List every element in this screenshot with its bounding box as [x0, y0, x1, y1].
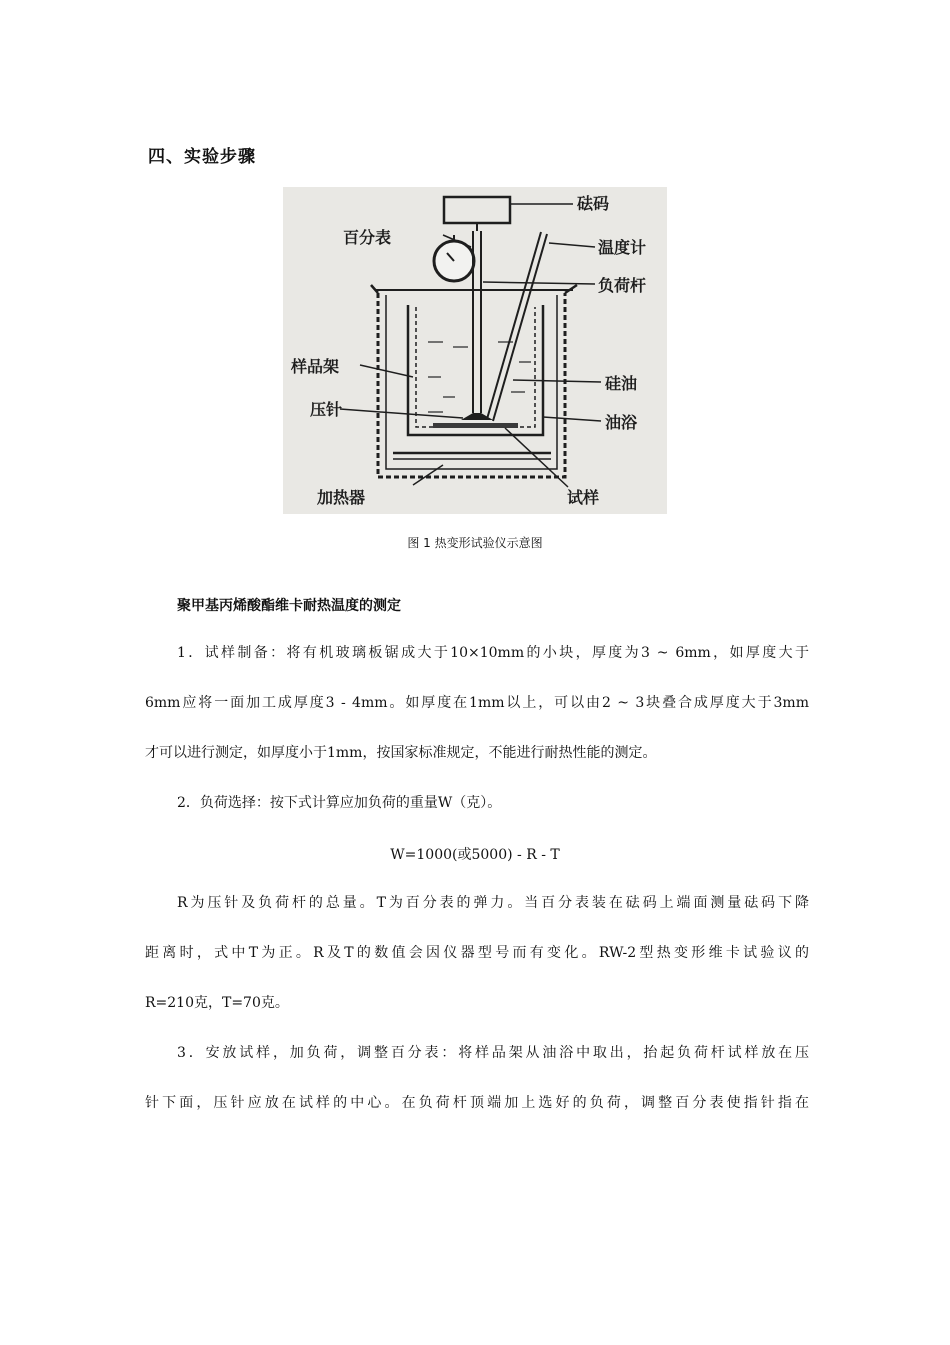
formula: W=1000(或5000) - R - T: [390, 847, 560, 863]
weight-label: 砝码: [577, 194, 610, 213]
silicone-oil-label: 硅油: [605, 374, 638, 393]
paragraph-line: R=210克，T=70克。: [145, 995, 289, 1011]
thermometer-label: 温度计: [598, 238, 647, 257]
paragraph-line: R为压针及负荷杆的总量。T为百分表的弹力。当百分表装在砝码上端面测量砝码下降: [177, 895, 809, 911]
indenter-label: 压针: [310, 400, 343, 419]
paragraph-line: 2．负荷选择：按下式计算应加负荷的重量W（克）。: [177, 795, 502, 811]
specimen-label: 试样: [567, 488, 600, 507]
load-rod-label: 负荷杆: [598, 276, 647, 295]
figure-caption: 图 1 热变形试验仪示意图: [407, 536, 543, 550]
apparatus-diagram: [283, 187, 667, 514]
oil-bath-label: 油浴: [605, 413, 638, 432]
sample-holder-label: 样品架: [291, 357, 340, 376]
subheading: 聚甲基丙烯酸酯维卡耐热温度的测定: [177, 598, 401, 614]
paragraph-line: 1．试样制备：将有机玻璃板锯成大于10×10mm的小块，厚度为3 ~ 6mm，如厚度大于: [177, 645, 809, 661]
heater-label: 加热器: [317, 488, 366, 507]
dial-gauge-label: 百分表: [343, 228, 392, 247]
paragraph-line: 才可以进行测定，如厚度小于1mm，按国家标准规定，不能进行耐热性能的测定。: [145, 745, 657, 761]
paragraph-line: 6mm应将一面加工成厚度3 - 4mm。如厚度在1mm以上，可以由2 ~ 3块叠合成厚度大于3mm: [145, 695, 809, 711]
paragraph-line: 距离时，式中T为正。R及T的数值会因仪器型号而有变化。RW-2型热变形维卡试验议的: [145, 945, 809, 961]
paragraph-line: 3．安放试样，加负荷，调整百分表：将样品架从油浴中取出，抬起负荷杆试样放在压: [177, 1045, 809, 1061]
paragraph-line: 针下面，压针应放在试样的中心。在负荷杆顶端加上选好的负荷，调整百分表使指针指在: [145, 1095, 809, 1111]
section-title: 四、实验步骤: [148, 147, 256, 167]
